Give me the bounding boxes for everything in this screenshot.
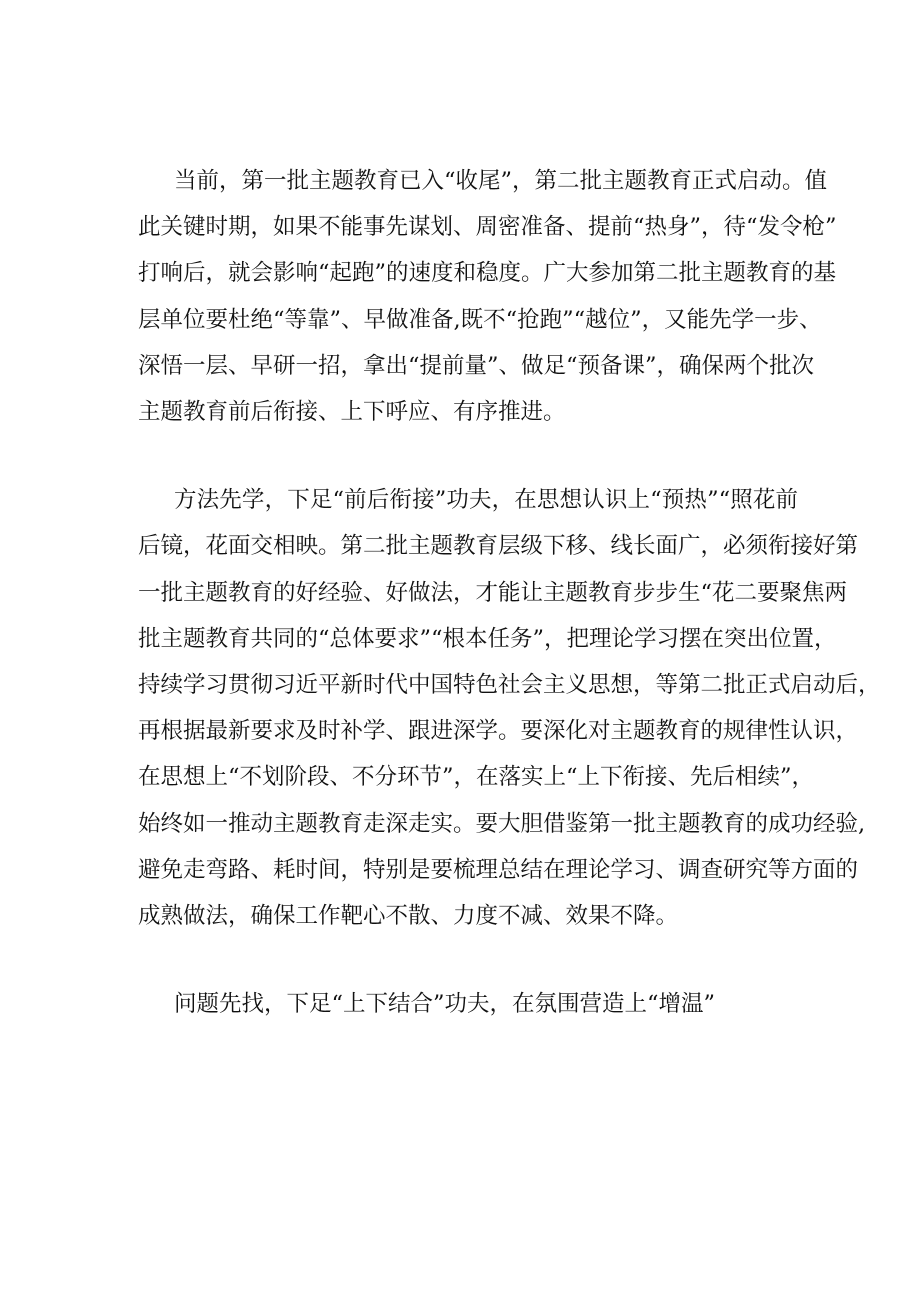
paragraph-1 (138, 158, 837, 435)
text-line: 始终如一推动主题教育走深走实。要大胆借鉴第一批主题教育的成功经验, (138, 810, 866, 837)
text-line: 批主题教育共同的“总体要求”“根本任务”，把理论学习摆在突出位置， (138, 625, 837, 652)
text-line: 问题先找，下足“上下结合”功夫，在氛围营造上“增温” (174, 991, 716, 1018)
paragraph-2 (138, 477, 881, 939)
paragraph-3 (138, 981, 798, 1027)
text-line: 后镜，花面交相映。第二批主题教育层级下移、线长面广，必须衔接好第 (138, 533, 859, 560)
text-line: 在思想上“不划阶段、不分环节”，在落实上“上下衔接、先后相续”， (138, 764, 815, 791)
text-line: 此关键时期，如果不能事先谋划、周密准备、提前“热身”，待“发令枪” (138, 214, 837, 241)
text-line: 一批主题教育的好经验、好做法，才能让主题教育步步生“花二要聚焦两 (138, 579, 848, 606)
text-line: 持续学习贯彻习近平新时代中国特色社会主义思想，等第二批正式启动后， (138, 672, 881, 699)
text-line: 方法先学，下足“前后衔接”功夫，在思想认识上“预热”“照花前 (174, 487, 798, 514)
text-line: 成熟做法，确保工作靶心不散、力度不减、效果不降。 (138, 903, 679, 930)
text-line: 当前，第一批主题教育已入“收尾”，第二批主题教育正式启动。值 (174, 168, 828, 194)
text-line: 主题教育前后衔接、上下呼应、有序推进。 (138, 399, 566, 426)
text-line: 再根据最新要求及时补学、跟进深学。要深化对主题教育的规律性认识， (138, 718, 859, 745)
paragraph-spacer (138, 939, 798, 981)
text-line: 打响后，就会影响“起跑”的速度和稳度。广大参加第二批主题教育的基 (138, 260, 837, 287)
document-body (138, 158, 881, 1027)
text-line: 层单位要杜绝“等靠”、早做准备,既不“抢跑”“越位”，又能先学一步、 (138, 306, 822, 333)
text-line: 深悟一层、早研一招，拿出“提前量”、做足“预备课”，确保两个批次 (138, 352, 815, 379)
paragraph-spacer (138, 435, 798, 477)
text-line: 避免走弯路、耗时间，特别是要梳理总结在理论学习、调查研究等方面的 (138, 856, 859, 883)
